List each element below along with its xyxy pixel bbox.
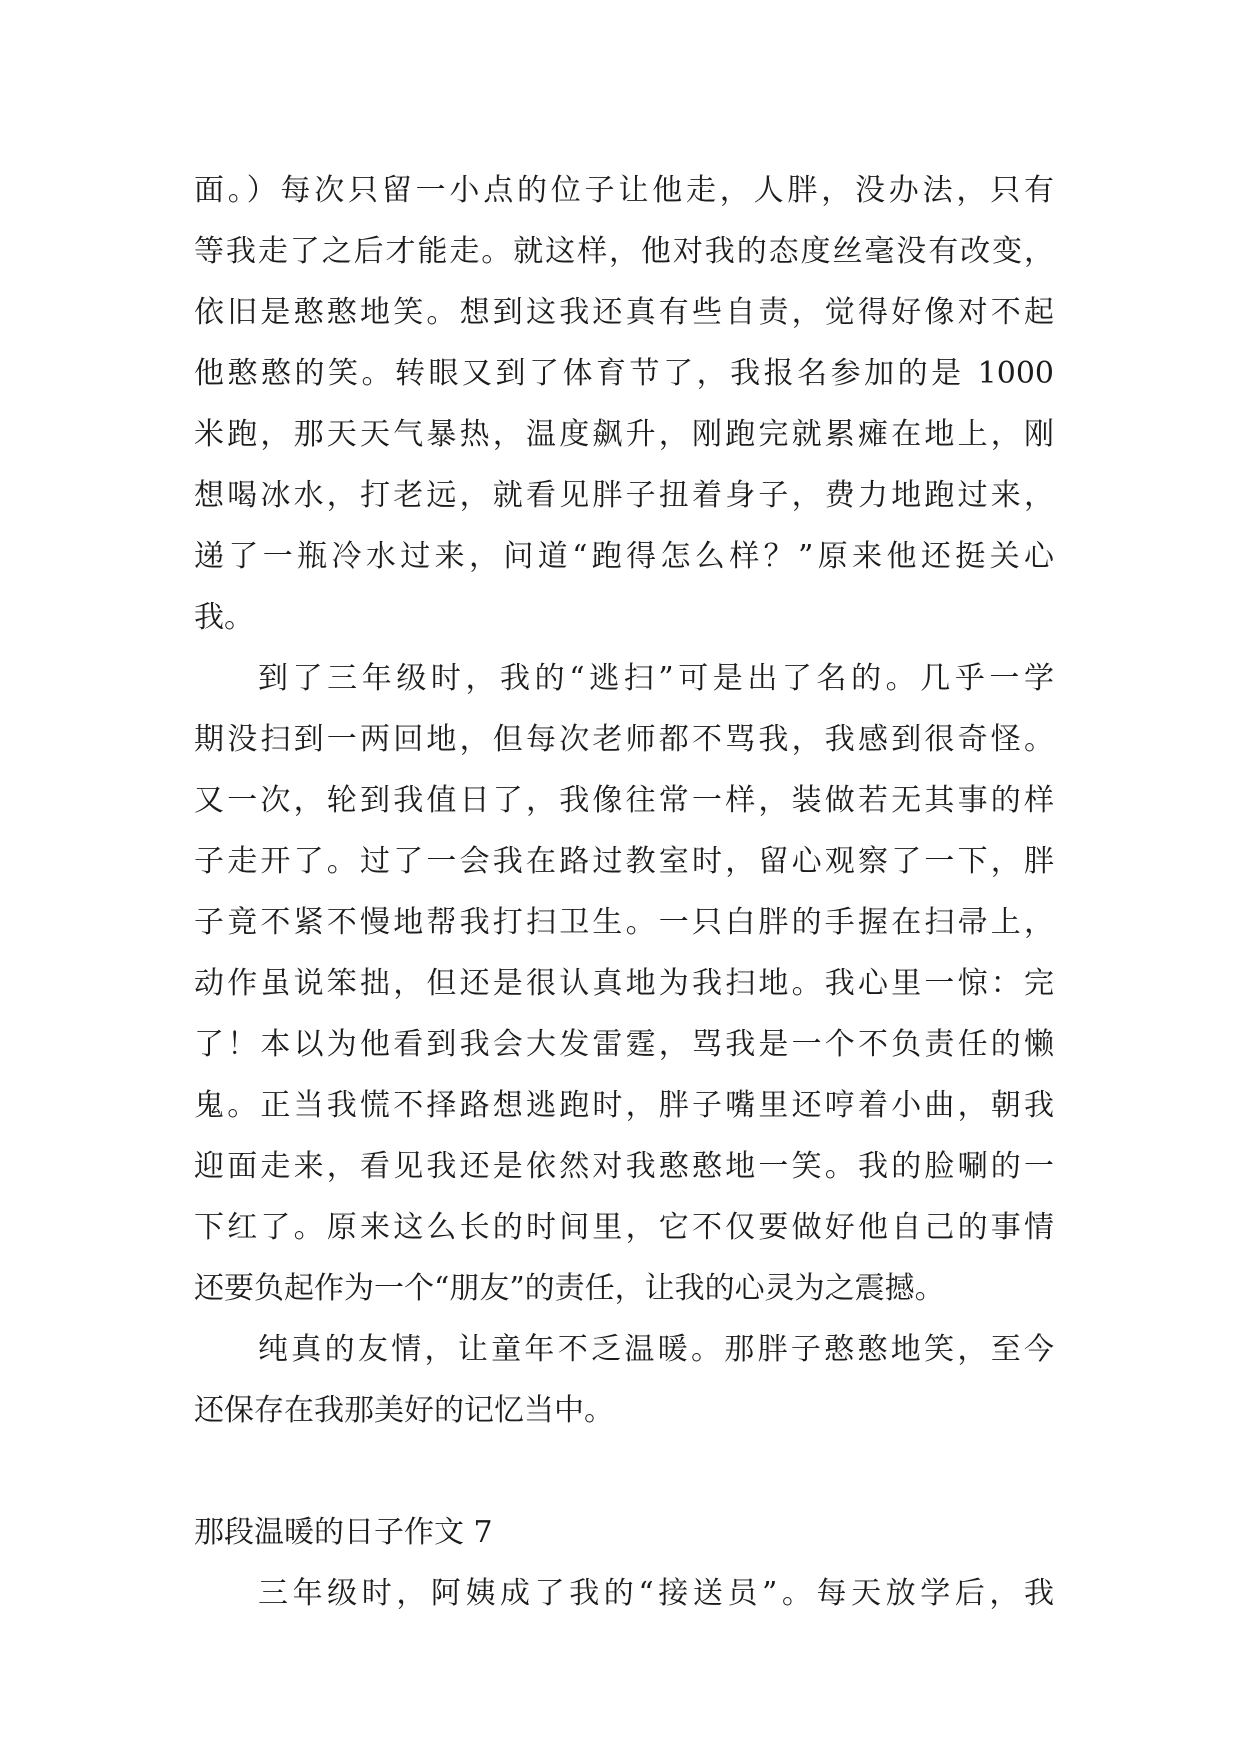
paragraph-3 <box>194 1319 1054 1441</box>
text-line: 三年级时，阿姨成了我的“接送员”。每天放学后，我 <box>258 1576 1054 1611</box>
paragraph-4 <box>194 1563 1054 1624</box>
paragraph-1 <box>194 160 1054 648</box>
text-line: 了！本以为他看到我会大发雷霆，骂我是一个不负责任的懒 <box>194 1027 1054 1062</box>
document-body <box>194 160 1054 1624</box>
text-line: 还保存在我那美好的记忆当中。 <box>194 1393 614 1428</box>
text-line: 想喝冰水，打老远，就看见胖子扭着身子，费力地跑过来， <box>194 478 1054 513</box>
text-line: 依旧是憨憨地笑。想到这我还真有些自责，觉得好像对不起 <box>194 295 1054 330</box>
text-line: 他憨憨的笑。转眼又到了体育节了，我报名参加的是 1000 <box>194 356 1054 391</box>
text-line: 还要负起作为一个“朋友”的责任，让我的心灵为之震撼。 <box>194 1271 945 1306</box>
text-line: 到了三年级时，我的“逃扫”可是出了名的。几乎一学 <box>258 661 1054 696</box>
text-line: 子竟不紧不慢地帮我打扫卫生。一只白胖的手握在扫帚上， <box>194 905 1054 940</box>
text-line: 我。 <box>194 600 254 635</box>
paragraph-2 <box>194 648 1054 1319</box>
text-line: 鬼。正当我慌不择路想逃跑时，胖子嘴里还哼着小曲，朝我 <box>194 1088 1054 1123</box>
text-line: 动作虽说笨拙，但还是很认真地为我扫地。我心里一惊：完 <box>194 966 1054 1001</box>
text-line: 期没扫到一两回地，但每次老师都不骂我，我感到很奇怪。 <box>194 722 1054 757</box>
section-heading: 那段温暖的日子作文 7 <box>194 1515 493 1550</box>
text-line: 子走开了。过了一会我在路过教室时，留心观察了一下，胖 <box>194 844 1054 879</box>
text-line: 下红了。原来这么长的时间里，它不仅要做好他自己的事情 <box>194 1210 1054 1245</box>
text-line: 又一次，轮到我值日了，我像往常一样，装做若无其事的样 <box>194 783 1054 818</box>
text-line: 迎面走来，看见我还是依然对我憨憨地一笑。我的脸唰的一 <box>194 1149 1054 1184</box>
text-line: 递了一瓶冷水过来，问道“跑得怎么样？”原来他还挺关心 <box>194 539 1054 574</box>
text-line: 米跑，那天天气暴热，温度飙升，刚跑完就累瘫在地上，刚 <box>194 417 1054 452</box>
text-line: 纯真的友情，让童年不乏温暖。那胖子憨憨地笑，至今 <box>258 1332 1054 1367</box>
text-line: 等我走了之后才能走。就这样，他对我的态度丝毫没有改变， <box>194 234 1054 269</box>
blank-line <box>194 1441 1054 1502</box>
text-line: 面。）每次只留一小点的位子让他走，人胖，没办法，只有 <box>194 173 1054 208</box>
